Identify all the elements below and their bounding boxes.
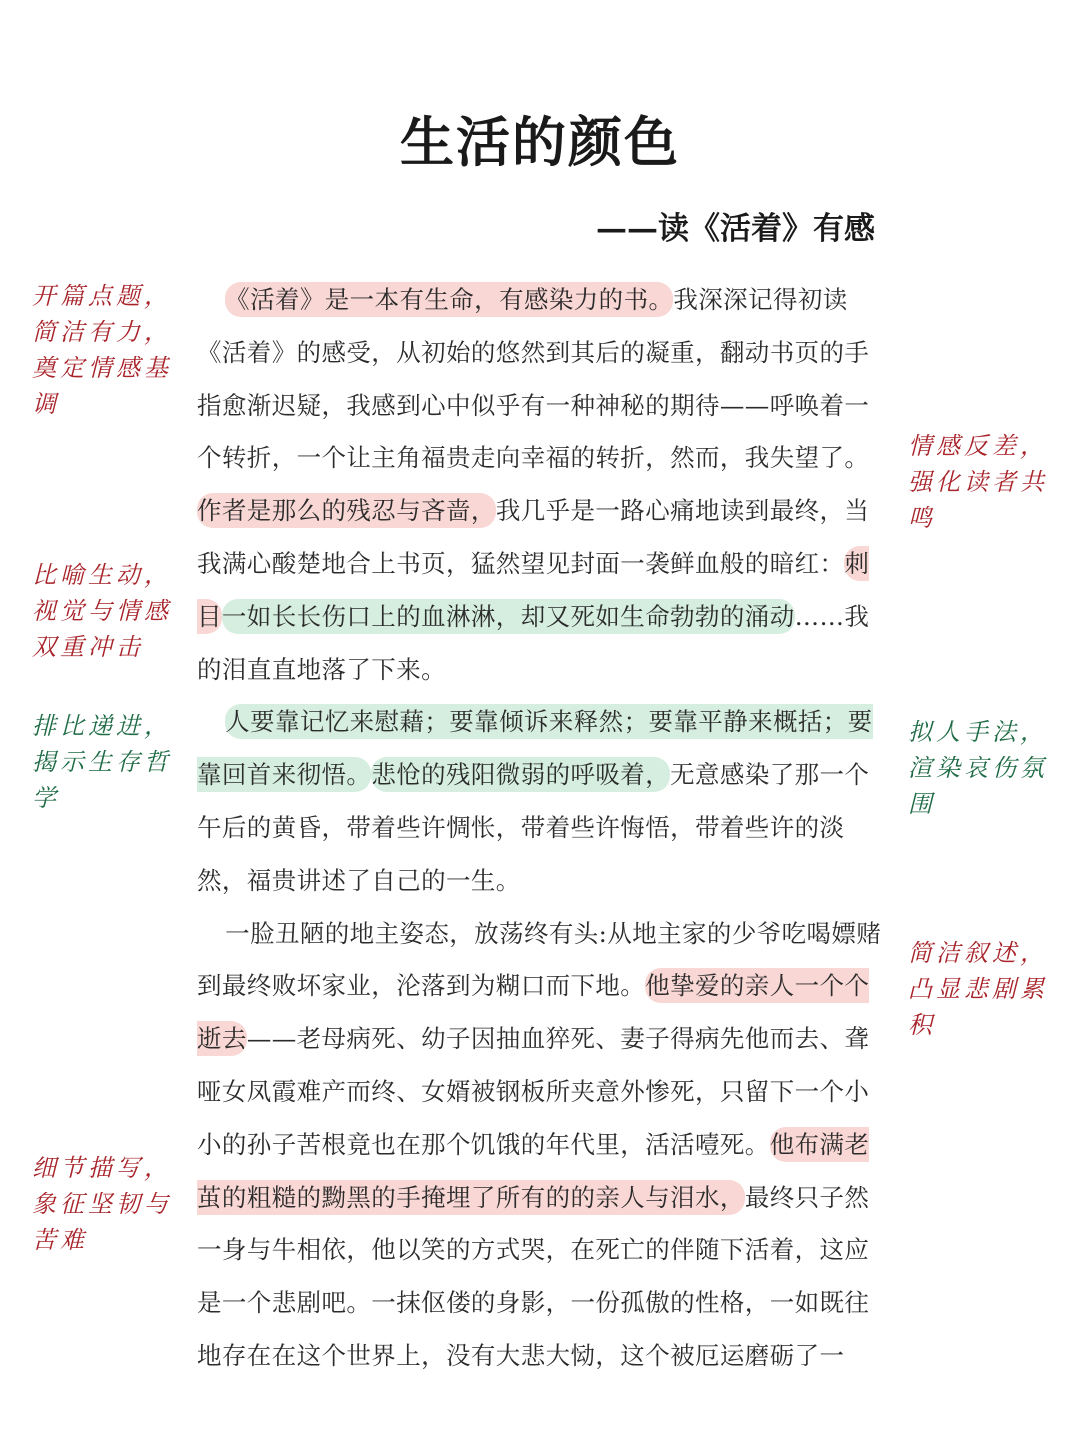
highlight-glaring: 刺目 — [197, 546, 869, 634]
highlight-personification: 悲怆的残阳微弱的呼吸着， — [371, 757, 670, 792]
essay-subtitle: ——读《活着》有感 — [596, 211, 875, 247]
annotation-detail: 细节描写，象征坚韧与苦难 — [32, 1154, 172, 1254]
text-segment: 我几乎是一路心痛地读到最终，当我满心酸楚地合上书页，猛然望见封面一袭鲜血般的暗红： — [197, 496, 870, 578]
text-segment: 无意感染了那一个午后的黄昏，带着些许惆怅，带着些许悔悟，带着些许的淡然，福贵讲述了自己的一生。 — [197, 760, 870, 895]
text-segment: 我深深记得初读《活着》的感受，从初始的悠然到其后的凝重，翻动书页的手指愈渐迟疑，我感到心中似乎有一种神秘的期待——呼唤着一个转折，一个让主角福贵走向幸福的转折，然而，我失望了。 — [197, 285, 870, 473]
highlight-opening: 《活着》是一本有生命，有感染力的书。 — [225, 282, 673, 317]
annotation-metaphor: 比喻生动，视觉与情感双重冲击 — [32, 561, 172, 661]
highlight-parallelism: 人要靠记忆来慰藉；要靠倾诉来释然；要靠平静来概括；要靠回首来彻悟。 — [197, 704, 873, 792]
annotation-opening: 开篇点题，简洁有力，奠定情感基调 — [32, 282, 172, 418]
highlight-hands: 他布满老茧的粗糙的黝黑的手掩埋了所有的的亲人与泪水， — [197, 1127, 869, 1215]
paragraph-2 — [197, 696, 887, 907]
text-segment: 一脸丑陋的地主姿态，放荡终有头:从地主家的少爷吃喝嫖赌到最终败坏家业，沦落到为糊口而下地。 — [197, 918, 882, 1001]
paragraph-3 — [197, 908, 887, 1383]
annotation-narration: 简洁叙述，凸显悲剧累积 — [908, 939, 1048, 1039]
essay-body — [197, 274, 887, 1383]
highlight-author-cruel: 作者是那么的残忍与吝啬， — [197, 493, 496, 528]
essay-title: 生活的颜色 — [400, 110, 680, 174]
text-segment: ……我的泪直直地落了下来。 — [197, 601, 870, 684]
annotation-parallelism: 排比递进，揭示生存哲学 — [32, 712, 172, 812]
highlight-metaphor: 一如长长伤口上的血淋淋，却又死如生命勃勃的涌动 — [222, 599, 795, 634]
text-segment: ——老母病死、幼子因抽血猝死、妻子得病先他而去、聋哑女凤霞难产而终、女婿被钢板所夹意外惨死，只留下一个小小的孙子苦根竟也在那个饥饿的年代里，活活噎死。 — [197, 1024, 870, 1159]
annotation-personification: 拟人手法，渲染哀伤氛围 — [908, 718, 1048, 818]
highlight-loved-ones: 他挚爱的亲人一个个逝去 — [197, 968, 869, 1056]
annotation-contrast: 情感反差，强化读者共鸣 — [908, 432, 1048, 532]
text-segment: 最终只子然一身与牛相依，他以笑的方式哭，在死亡的伴随下活着，这应是一个悲剧吧。一抹伛偻的身影，一份孤傲的性格，一如既往地存在在这个世界上，没有大悲大恸，这个被厄运磨砺了一 — [197, 1182, 870, 1370]
paragraph-1 — [197, 274, 887, 696]
